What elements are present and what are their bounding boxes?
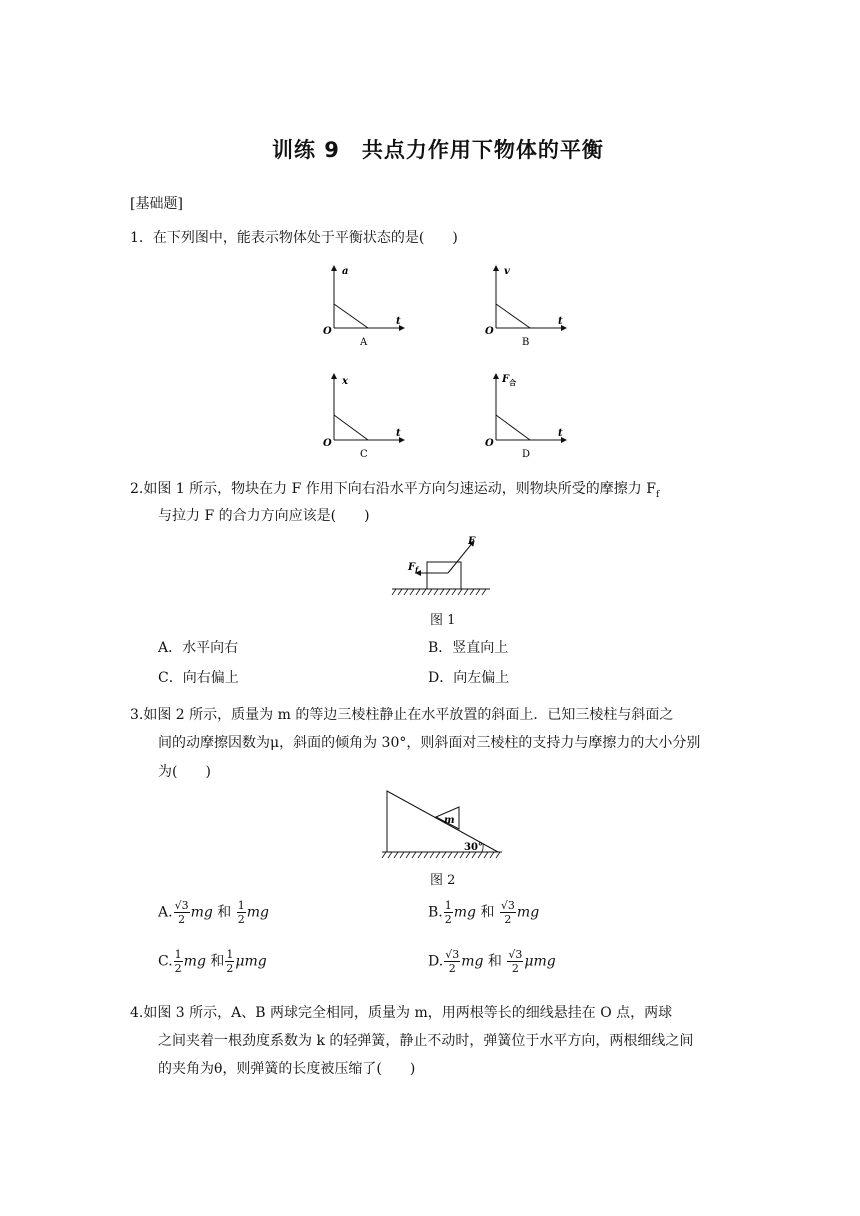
q1-graph-b [478, 262, 570, 352]
page-title: 训练 9 共点力作用下物体的平衡 [272, 138, 604, 162]
q1d-xaxis-label: t [558, 428, 563, 439]
q3-line2: 间的动摩擦因数为μ，斜面的倾角为 30°，则斜面对三棱柱的支持力与摩擦力的大小分别 [158, 735, 701, 751]
q1b-origin: O [485, 326, 494, 337]
q2-option-c: C．向右偏上 [158, 670, 239, 686]
q1c-origin: O [323, 438, 332, 449]
q3-option-a: A. $\frac{√3}{2}$ mg 和 $\frac{1}{2}$ mg [158, 899, 269, 926]
q1c-axis-label: x [342, 376, 348, 387]
q3-line3: 为( ) [158, 764, 211, 780]
q1a-origin: O [323, 326, 332, 337]
q3-option-c: C. $\frac{1}{2}$ mg 和 $\frac{1}{2}$ μmg [158, 948, 267, 975]
q4-line2: 之间夹着一根劲度系数为 k 的轻弹簧，静止不动时，弹簧位于水平方向，两根细线之间 [158, 1033, 694, 1049]
q3-option-b: B. $\frac{1}{2}$ mg 和 $\frac{√3}{2}$ mg [428, 899, 540, 926]
q2-fig-friction-label: $F_f$ [408, 562, 419, 574]
q2-option-a: A．水平向右 [158, 640, 239, 656]
q3-line1: 3.如图 2 所示，质量为 m 的等边三棱柱静止在水平放置的斜面上．已知三棱柱与斜面之 [130, 707, 674, 723]
q3-figure-2 [380, 788, 504, 860]
q1a-xaxis-label: t [396, 316, 401, 327]
section-label: [基础题] [130, 196, 183, 212]
q1d-option-label: D [522, 449, 531, 460]
q2-line1: 2.如图 1 所示，物块在力 F 作用下向右沿水平方向匀速运动，则物块所受的摩擦力 $F_f$ [130, 481, 660, 500]
q1-graph-d [478, 370, 570, 460]
q2-figure-caption: 图 1 [430, 613, 456, 628]
q1-graph-a [316, 262, 408, 352]
q4-line1: 4.如图 3 所示，A、B 两球完全相同，质量为 m，用两根等长的细线悬挂在 O 点，两球 [130, 1005, 673, 1021]
q1a-option-label: A [360, 337, 368, 348]
q1c-option-label: C [360, 449, 368, 460]
q1d-origin: O [485, 438, 494, 449]
q1d-axis-label: $F_合$ [502, 374, 517, 387]
q3-fig-angle-label: 30° [464, 842, 483, 853]
q3-fig-mass-label: m [444, 815, 455, 826]
q1-stem: 1．在下列图中，能表示物体处于平衡状态的是( ) [130, 230, 458, 246]
q1-graph-c [316, 370, 408, 460]
q2-fig-force-label: F [468, 536, 476, 547]
q1b-axis-label: v [504, 266, 510, 277]
q2-option-b: B．竖直向上 [428, 640, 509, 656]
q2-line2: 与拉力 F 的合力方向应该是( ) [158, 508, 370, 524]
q3-figure-caption: 图 2 [430, 873, 456, 888]
q2-option-d: D．向左偏上 [428, 670, 510, 686]
q4-line3: 的夹角为θ，则弹簧的长度被压缩了( ) [158, 1061, 416, 1077]
q1b-option-label: B [522, 337, 530, 348]
q1c-xaxis-label: t [396, 428, 401, 439]
q2-figure-1 [390, 532, 494, 604]
q3-option-d: D. $\frac{√3}{2}$ mg 和 $\frac{√3}{2}$ μmg [428, 948, 556, 975]
q1b-xaxis-label: t [558, 316, 563, 327]
q1a-axis-label: a [342, 266, 349, 277]
